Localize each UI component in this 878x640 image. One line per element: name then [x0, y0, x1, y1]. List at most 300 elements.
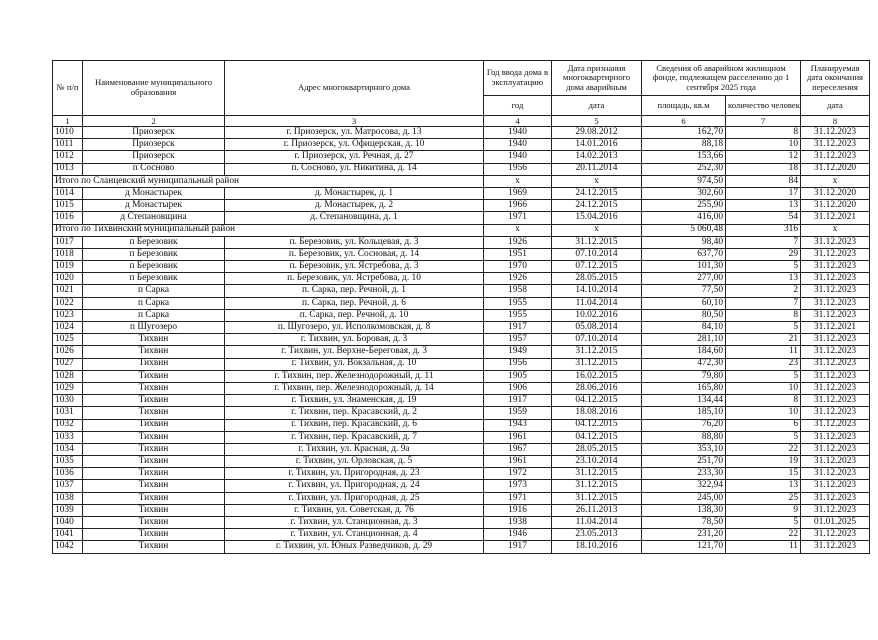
cell-municipality: Тихвин	[83, 517, 225, 529]
cell-planned-date: 31.12.2023	[801, 151, 870, 163]
cell-area: 416,00	[642, 212, 726, 224]
cell-year: 1946	[484, 529, 552, 541]
table-row	[53, 151, 870, 163]
cell-address: г. Тихвин, ул. Станционная, д. 3	[225, 517, 484, 529]
cell-number: 1027	[53, 358, 83, 370]
cell-address: г. Тихвин, ул. Юных Разведчиков, д. 29	[225, 541, 484, 553]
cell-date: 07.10.2014	[552, 334, 642, 346]
cell-number: 1023	[53, 309, 83, 321]
cell-date: 04.12.2015	[552, 419, 642, 431]
cell-address: г. Тихвин, ул. Пригородная, д. 25	[225, 492, 484, 504]
cell-year: x	[484, 175, 552, 187]
column-number: 7	[726, 116, 801, 127]
cell-year: 1940	[484, 127, 552, 139]
cell-people: 18	[726, 163, 801, 175]
cell-date: 07.10.2014	[552, 248, 642, 260]
table-row	[53, 382, 870, 394]
table-row	[53, 358, 870, 370]
cell-municipality: п Сарка	[83, 309, 225, 321]
cell-area: 80,50	[642, 309, 726, 321]
table-row	[53, 456, 870, 468]
cell-planned-date: 31.12.2023	[801, 431, 870, 443]
cell-date: 31.12.2015	[552, 346, 642, 358]
cell-municipality: Тихвин	[83, 456, 225, 468]
cell-people: 11	[726, 346, 801, 358]
cell-people: 13	[726, 200, 801, 212]
cell-planned-date: 31.12.2023	[801, 468, 870, 480]
cell-planned-date: 31.12.2020	[801, 200, 870, 212]
cell-number: 1034	[53, 443, 83, 455]
table-row	[53, 334, 870, 346]
cell-municipality: Тихвин	[83, 541, 225, 553]
subheader-area: площадь, кв.м	[642, 96, 726, 116]
cell-area: 78,50	[642, 517, 726, 529]
table-row	[53, 309, 870, 321]
cell-address: г. Тихвин, ул. Орловская, д. 5	[225, 456, 484, 468]
cell-people: 8	[726, 309, 801, 321]
table-row	[53, 285, 870, 297]
cell-year: 1951	[484, 248, 552, 260]
cell-year: 1956	[484, 163, 552, 175]
cell-municipality: п Березовик	[83, 261, 225, 273]
cell-date: 16.02.2015	[552, 370, 642, 382]
cell-planned-date: 31.12.2023	[801, 261, 870, 273]
cell-address: г. Тихвин, ул. Станционная, д. 4	[225, 529, 484, 541]
table-row	[53, 127, 870, 139]
cell-municipality: Тихвин	[83, 529, 225, 541]
cell-area: 252,30	[642, 163, 726, 175]
cell-municipality: Тихвин	[83, 370, 225, 382]
cell-year: 1938	[484, 517, 552, 529]
cell-address: п. Березовик, ул. Сосновая, д. 14	[225, 248, 484, 260]
cell-planned-date: 31.12.2023	[801, 456, 870, 468]
cell-municipality: Тихвин	[83, 407, 225, 419]
cell-number: 1019	[53, 261, 83, 273]
cell-number: 1017	[53, 236, 83, 248]
total-label: Итого по Сланцевский муниципальный район	[53, 175, 484, 187]
table-row	[53, 407, 870, 419]
total-row	[53, 175, 870, 187]
cell-address: п. Сарка, пер. Речной, д. 10	[225, 309, 484, 321]
cell-planned-date: 31.12.2020	[801, 163, 870, 175]
cell-year: 1961	[484, 456, 552, 468]
cell-planned-date: 31.12.2023	[801, 480, 870, 492]
cell-people: 8	[726, 395, 801, 407]
cell-number: 1031	[53, 407, 83, 419]
cell-year: 1955	[484, 309, 552, 321]
cell-people: 21	[726, 334, 801, 346]
table-row	[53, 248, 870, 260]
cell-area: 84,10	[642, 322, 726, 334]
cell-people: 5	[726, 261, 801, 273]
cell-people: 12	[726, 151, 801, 163]
cell-number: 1039	[53, 504, 83, 516]
table-body	[53, 127, 870, 554]
column-number: 8	[801, 116, 870, 127]
cell-municipality: Тихвин	[83, 504, 225, 516]
cell-municipality: Тихвин	[83, 382, 225, 394]
cell-area: 5 060,48	[642, 224, 726, 236]
cell-number: 1036	[53, 468, 83, 480]
cell-area: 165,80	[642, 382, 726, 394]
cell-year: 1969	[484, 187, 552, 199]
table-row	[53, 480, 870, 492]
cell-municipality: Тихвин	[83, 431, 225, 443]
cell-number: 1011	[53, 139, 83, 151]
table-row	[53, 419, 870, 431]
header-municipality: Наименование муниципального образования	[83, 61, 225, 116]
cell-area: 184,60	[642, 346, 726, 358]
cell-planned-date: 31.12.2020	[801, 187, 870, 199]
cell-people: 13	[726, 273, 801, 285]
cell-area: 637,70	[642, 248, 726, 260]
cell-municipality: п Березовик	[83, 248, 225, 260]
column-number: 4	[484, 116, 552, 127]
cell-year: 1970	[484, 261, 552, 273]
cell-people: 54	[726, 212, 801, 224]
cell-number: 1016	[53, 212, 83, 224]
cell-date: 31.12.2015	[552, 492, 642, 504]
column-number: 5	[552, 116, 642, 127]
cell-address: п. Сосново, ул. Никитина, д. 14	[225, 163, 484, 175]
cell-planned-date: 31.12.2023	[801, 407, 870, 419]
cell-address: г. Тихвин, ул. Верхне-Береговая, д. 3	[225, 346, 484, 358]
cell-date: 14.10.2014	[552, 285, 642, 297]
cell-planned-date: 31.12.2023	[801, 492, 870, 504]
table-row	[53, 431, 870, 443]
cell-date: 18.10.2016	[552, 541, 642, 553]
cell-number: 1010	[53, 127, 83, 139]
header-fund-info: Сведения об аварийном жилищном фонде, подлежащем расселению до 1 сентября 2025 года	[642, 61, 801, 96]
cell-area: 251,70	[642, 456, 726, 468]
cell-address: п. Березовик, ул. Кольцевая, д. 3	[225, 236, 484, 248]
cell-number: 1014	[53, 187, 83, 199]
table-row	[53, 187, 870, 199]
cell-year: 1926	[484, 273, 552, 285]
cell-address: п. Сарка, пер. Речной, д. 6	[225, 297, 484, 309]
cell-number: 1029	[53, 382, 83, 394]
cell-number: 1028	[53, 370, 83, 382]
table-row	[53, 322, 870, 334]
cell-people: 7	[726, 236, 801, 248]
cell-year: 1917	[484, 395, 552, 407]
cell-year: 1971	[484, 492, 552, 504]
cell-number: 1018	[53, 248, 83, 260]
cell-number: 1030	[53, 395, 83, 407]
table-row	[53, 273, 870, 285]
cell-planned-date: 31.12.2023	[801, 285, 870, 297]
cell-date: 18.08.2016	[552, 407, 642, 419]
subheader-date: дата	[552, 96, 642, 116]
cell-municipality: п Сосново	[83, 163, 225, 175]
cell-year: 1906	[484, 382, 552, 394]
cell-municipality: Тихвин	[83, 480, 225, 492]
table-row	[53, 443, 870, 455]
cell-people: 22	[726, 529, 801, 541]
cell-date: 23.05.2013	[552, 529, 642, 541]
cell-area: 277,00	[642, 273, 726, 285]
column-number: 1	[53, 116, 83, 127]
cell-people: 19	[726, 456, 801, 468]
cell-address: г. Приозерск, ул. Матросова, д. 13	[225, 127, 484, 139]
cell-number: 1020	[53, 273, 83, 285]
cell-area: 233,30	[642, 468, 726, 480]
cell-people: 11	[726, 541, 801, 553]
cell-planned-date: 31.12.2023	[801, 443, 870, 455]
cell-area: 153,66	[642, 151, 726, 163]
cell-area: 79,80	[642, 370, 726, 382]
total-row	[53, 224, 870, 236]
cell-planned-date: 31.12.2023	[801, 139, 870, 151]
header-planned-date: Планируемая дата окончания переселения	[801, 61, 870, 96]
cell-number: 1021	[53, 285, 83, 297]
cell-municipality: Тихвин	[83, 492, 225, 504]
cell-date: 24.12.2015	[552, 200, 642, 212]
cell-planned-date: 31.12.2023	[801, 309, 870, 321]
cell-address: г. Тихвин, ул. Красная, д. 9а	[225, 443, 484, 455]
cell-date: 11.04.2014	[552, 517, 642, 529]
cell-planned-date: 31.12.2023	[801, 504, 870, 516]
cell-address: г. Тихвин, пер. Железнодорожный, д. 11	[225, 370, 484, 382]
cell-address: г. Тихвин, пер. Красавский, д. 6	[225, 419, 484, 431]
cell-area: 185,10	[642, 407, 726, 419]
table-row	[53, 504, 870, 516]
cell-municipality: Тихвин	[83, 468, 225, 480]
cell-year: 1917	[484, 541, 552, 553]
cell-date: 31.12.2015	[552, 358, 642, 370]
cell-municipality: Тихвин	[83, 334, 225, 346]
cell-year: 1926	[484, 236, 552, 248]
cell-address: г. Тихвин, пер. Красавский, д. 2	[225, 407, 484, 419]
cell-municipality: Тихвин	[83, 346, 225, 358]
cell-people: 2	[726, 285, 801, 297]
cell-date: 31.12.2015	[552, 480, 642, 492]
column-number: 2	[83, 116, 225, 127]
cell-address: г. Тихвин, пер. Железнодорожный, д. 14	[225, 382, 484, 394]
header-year: Год ввода дома в эксплуатацию	[484, 61, 552, 96]
cell-date: 04.12.2015	[552, 395, 642, 407]
cell-date: 29.08.2012	[552, 127, 642, 139]
cell-people: 10	[726, 382, 801, 394]
cell-people: 6	[726, 419, 801, 431]
cell-address: г. Тихвин, ул. Знаменская, д. 19	[225, 395, 484, 407]
column-number: 3	[225, 116, 484, 127]
cell-year: 1955	[484, 297, 552, 309]
header-number: № п/п	[53, 61, 83, 116]
cell-people: 25	[726, 492, 801, 504]
cell-address: г. Тихвин, ул. Советская, д. 76	[225, 504, 484, 516]
cell-people: 15	[726, 468, 801, 480]
cell-address: п. Шугозеро, ул. Исполкомовская, д. 8	[225, 322, 484, 334]
cell-date: 04.12.2015	[552, 431, 642, 443]
table-header	[53, 61, 870, 127]
cell-planned-date: 31.12.2023	[801, 346, 870, 358]
cell-number: 1037	[53, 480, 83, 492]
cell-year: x	[484, 224, 552, 236]
cell-planned-date: 31.12.2023	[801, 358, 870, 370]
cell-area: 472,30	[642, 358, 726, 370]
cell-date: 10.02.2016	[552, 309, 642, 321]
cell-people: 29	[726, 248, 801, 260]
cell-people: 22	[726, 443, 801, 455]
cell-year: 1961	[484, 431, 552, 443]
cell-people: 8	[726, 127, 801, 139]
table-row	[53, 517, 870, 529]
cell-planned-date: 31.12.2023	[801, 127, 870, 139]
cell-area: 77,50	[642, 285, 726, 297]
table-row	[53, 139, 870, 151]
cell-planned-date: 31.12.2021	[801, 322, 870, 334]
cell-people: 7	[726, 297, 801, 309]
cell-planned-date: 31.12.2023	[801, 395, 870, 407]
cell-address: г. Тихвин, ул. Боровая, д. 3	[225, 334, 484, 346]
cell-area: 88,18	[642, 139, 726, 151]
cell-year: 1949	[484, 346, 552, 358]
cell-date: 26.11.2013	[552, 504, 642, 516]
cell-number: 1042	[53, 541, 83, 553]
table-row	[53, 297, 870, 309]
cell-number: 1035	[53, 456, 83, 468]
cell-municipality: п Шугозеро	[83, 322, 225, 334]
cell-number: 1041	[53, 529, 83, 541]
cell-area: 134,44	[642, 395, 726, 407]
cell-planned-date: 31.12.2023	[801, 529, 870, 541]
cell-date: 28.05.2015	[552, 443, 642, 455]
cell-address: п. Сарка, пер. Речной, д. 1	[225, 285, 484, 297]
cell-number: 1026	[53, 346, 83, 358]
cell-planned-date: 31.12.2023	[801, 419, 870, 431]
total-label: Итого по Тихвинский муниципальный район	[53, 224, 484, 236]
cell-municipality: Тихвин	[83, 419, 225, 431]
cell-municipality: п Березовик	[83, 273, 225, 285]
cell-date: x	[552, 175, 642, 187]
cell-people: 10	[726, 139, 801, 151]
cell-year: 1956	[484, 358, 552, 370]
header-address: Адрес многоквартирного дома	[225, 61, 484, 116]
cell-address: г. Тихвин, ул. Пригородная, д. 24	[225, 480, 484, 492]
cell-municipality: д Монастырек	[83, 187, 225, 199]
cell-area: 255,90	[642, 200, 726, 212]
subheader-year: год	[484, 96, 552, 116]
cell-year: 1971	[484, 212, 552, 224]
table-row	[53, 163, 870, 175]
table-row	[53, 529, 870, 541]
subheader-people: количество человек	[726, 96, 801, 116]
cell-year: 1959	[484, 407, 552, 419]
cell-people: 84	[726, 175, 801, 187]
cell-year: 1916	[484, 504, 552, 516]
emergency-housing-table	[52, 60, 870, 554]
cell-year: 1940	[484, 139, 552, 151]
subheader-planned: дата	[801, 96, 870, 116]
cell-municipality: Тихвин	[83, 358, 225, 370]
cell-number: 1038	[53, 492, 83, 504]
cell-planned-date: 01.01.2025	[801, 517, 870, 529]
column-number: 6	[642, 116, 726, 127]
cell-planned-date: 31.12.2023	[801, 382, 870, 394]
cell-area: 60,10	[642, 297, 726, 309]
cell-address: п. Березовик, ул. Ястребова, д. 3	[225, 261, 484, 273]
cell-planned-date: 31.12.2023	[801, 297, 870, 309]
cell-year: 1917	[484, 322, 552, 334]
table-row	[53, 346, 870, 358]
cell-date: 28.05.2015	[552, 273, 642, 285]
table-row	[53, 492, 870, 504]
cell-year: 1957	[484, 334, 552, 346]
cell-people: 23	[726, 358, 801, 370]
cell-people: 5	[726, 517, 801, 529]
cell-date: 23.10.2014	[552, 456, 642, 468]
table-row	[53, 212, 870, 224]
cell-municipality: Тихвин	[83, 395, 225, 407]
cell-people: 5	[726, 370, 801, 382]
cell-year: 1967	[484, 443, 552, 455]
table-row	[53, 370, 870, 382]
cell-people: 17	[726, 187, 801, 199]
cell-planned-date: x	[801, 175, 870, 187]
cell-area: 974,50	[642, 175, 726, 187]
cell-municipality: Приозерск	[83, 127, 225, 139]
cell-year: 1958	[484, 285, 552, 297]
cell-people: 9	[726, 504, 801, 516]
cell-date: 28.06.2016	[552, 382, 642, 394]
cell-address: п. Березовик, ул. Ястребова, д. 10	[225, 273, 484, 285]
cell-area: 353,10	[642, 443, 726, 455]
cell-area: 245,00	[642, 492, 726, 504]
table-row	[53, 261, 870, 273]
cell-date: 11.04.2014	[552, 297, 642, 309]
cell-planned-date: 31.12.2023	[801, 273, 870, 285]
cell-area: 231,20	[642, 529, 726, 541]
cell-address: д. Монастырек, д. 2	[225, 200, 484, 212]
cell-year: 1972	[484, 468, 552, 480]
cell-people: 5	[726, 431, 801, 443]
cell-planned-date: 31.12.2023	[801, 370, 870, 382]
table-row	[53, 200, 870, 212]
cell-date: x	[552, 224, 642, 236]
cell-municipality: п Сарка	[83, 297, 225, 309]
cell-people: 316	[726, 224, 801, 236]
cell-number: 1012	[53, 151, 83, 163]
table-row	[53, 468, 870, 480]
cell-number: 1032	[53, 419, 83, 431]
cell-area: 162,70	[642, 127, 726, 139]
cell-address: г. Приозерск, ул. Речная, д. 27	[225, 151, 484, 163]
cell-municipality: п Березовик	[83, 236, 225, 248]
cell-area: 101,30	[642, 261, 726, 273]
cell-address: д. Монастырек, д. 1	[225, 187, 484, 199]
cell-year: 1943	[484, 419, 552, 431]
header-emergency-date: Дата признания многоквартирного дома аварийным	[552, 61, 642, 96]
cell-planned-date: 31.12.2021	[801, 212, 870, 224]
cell-year: 1966	[484, 200, 552, 212]
cell-planned-date: x	[801, 224, 870, 236]
cell-planned-date: 31.12.2023	[801, 334, 870, 346]
cell-year: 1973	[484, 480, 552, 492]
cell-number: 1022	[53, 297, 83, 309]
cell-people: 5	[726, 322, 801, 334]
cell-area: 281,10	[642, 334, 726, 346]
cell-area: 302,60	[642, 187, 726, 199]
cell-number: 1015	[53, 200, 83, 212]
cell-area: 98,40	[642, 236, 726, 248]
cell-municipality: п Сарка	[83, 285, 225, 297]
cell-address: г. Тихвин, ул. Пригородная, д. 23	[225, 468, 484, 480]
cell-municipality: Приозерск	[83, 151, 225, 163]
table-row	[53, 236, 870, 248]
cell-number: 1025	[53, 334, 83, 346]
cell-date: 24.12.2015	[552, 187, 642, 199]
